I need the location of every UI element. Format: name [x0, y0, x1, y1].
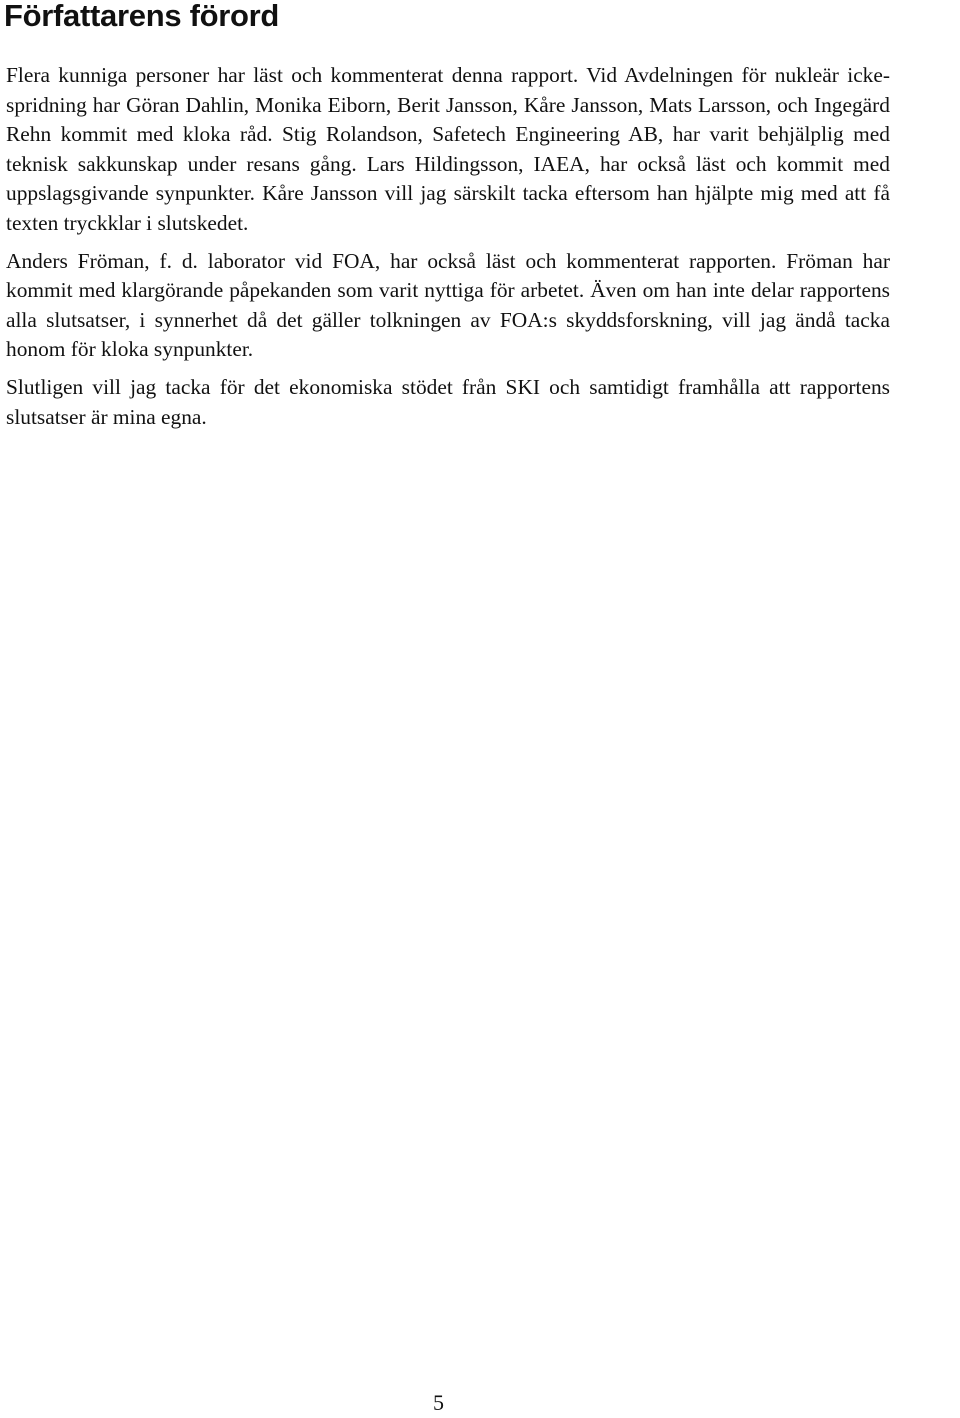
paragraph-acknowledgements-funding: Slutligen vill jag tacka för det ekonomiska stödet från SKI och samtidigt framhålla att rapportens slutsatser är mina egna. [6, 374, 890, 429]
page-title: Författarens förord [4, 0, 280, 33]
page-number: 5 [433, 1390, 444, 1415]
paragraph-acknowledgements-froman: Anders Fröman, f. d. laborator vid FOA, har också läst och kommenterat rapporten. Fröman har kommit med klargörande påpekanden som varit nyttiga för arbetet. Även om han inte delar rapportens alla slutsatser, i synnerhet då det gäller tolkningen av FOA:s skyddsforskning, vill jag ändå tacka honom för kloka synpunkter. [6, 248, 890, 362]
body-text [6, 61, 890, 440]
paragraph-acknowledgements-reviewers: Flera kunniga personer har läst och kommenterat denna rapport. Vid Avdelningen för nukleär icke-spridning har Göran Dahlin, Monika Eiborn, Berit Jansson, Kåre Jansson, Mats Larsson, och Ingegärd Rehn kommit med kloka råd. Stig Rolandson, Safetech Engineering AB, har varit behjälplig med teknisk sakkunskap under resans gång. Lars Hildingsson, IAEA, har också läst och kommit med uppslagsgivande synpunkter. Kåre Jansson vill jag särskilt tacka eftersom han hjälpte mig med att få texten tryckklar i slutskedet. [6, 63, 890, 235]
